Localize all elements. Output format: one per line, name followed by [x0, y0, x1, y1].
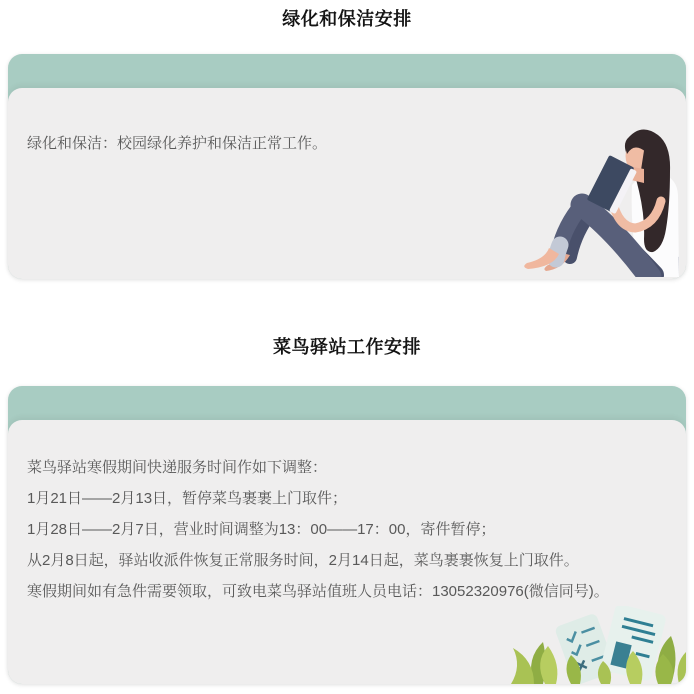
cainiao-card: [8, 386, 686, 684]
parcel-receipts-grass-illustration: [511, 606, 686, 684]
card-paragraph: 菜鸟驿站寒假期间快递服务时间作如下调整：: [27, 459, 328, 476]
card-paragraph: 从2月8日起，驿站收派件恢复正常服务时间，2月14日起，菜鸟裹裹恢复上门取件。: [27, 552, 579, 569]
card-paragraph: 寒假期间如有急件需要领取，可致电菜鸟驿站值班人员电话：13052320976(微信同号)。: [27, 583, 609, 600]
girl-reading-illustration: [518, 129, 680, 277]
section-title-greening: 绿化和保洁安排: [282, 9, 412, 29]
card-paragraph: 1月21日——2月13日，暂停菜鸟裹裹上门取件；: [27, 490, 348, 507]
section-title-cainiao: 菜鸟驿站工作安排: [273, 337, 421, 357]
greening-card-panel: [8, 88, 686, 279]
card-paragraph: 1月28日——2月7日，营业时间调整为13：00——17：00，寄件暂停；: [27, 521, 496, 538]
greening-card: [8, 54, 686, 279]
card-paragraph: 绿化和保洁：校园绿化养护和保洁正常工作。: [27, 135, 328, 152]
cainiao-card-text: [8, 420, 686, 607]
cainiao-card-panel: [8, 420, 686, 684]
